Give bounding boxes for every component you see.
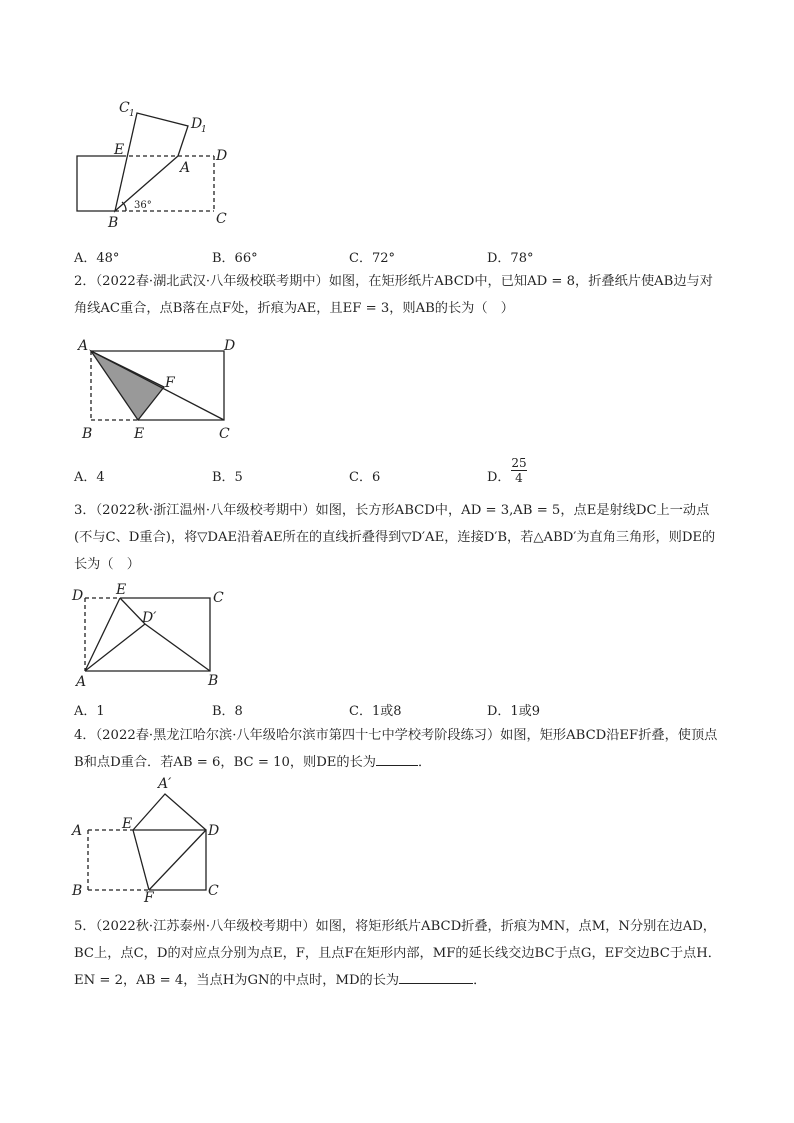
q2-label-e: E	[134, 426, 145, 442]
q4-label-f: F	[144, 890, 154, 904]
q3-option-b: B．8	[212, 704, 243, 719]
q4-label-c: C	[208, 883, 219, 899]
q4-answer-blank[interactable]	[376, 751, 418, 766]
q2-option-d-fraction: $\frac{25}{4}$	[511, 456, 527, 485]
q5-text: 5．（2022秋·江苏泰州·八年级校考期中）如图，将矩形纸片ABCD折叠，折痕为MN，点M，N分别在边AD，BC上，点C，D的对应点分别为点E，F，且点F在矩形内部，MF的延长线交边BC于点G，EF交边BC于点H．EN = 2，AB = 4，当点H为GN的中点时，MD的长为 ．	[74, 919, 721, 988]
q4-line-ef	[133, 830, 149, 890]
q1-left-rect	[77, 156, 122, 211]
svg-text:1: 1	[129, 109, 135, 119]
q1-folded-part	[115, 113, 191, 211]
q4-label-a: A	[72, 823, 83, 839]
q4-figure	[70, 776, 230, 904]
q1-option-b: B．66°	[212, 251, 258, 266]
q2-label-b: B	[82, 426, 93, 442]
q3-label-dp: D′	[142, 610, 157, 626]
q1-option-a: A．48°	[74, 251, 120, 266]
q2-option-b: B．5	[212, 470, 243, 485]
q4-folded-part	[133, 794, 206, 830]
q4-line-fd	[149, 830, 206, 890]
q2-option-c: C．6	[349, 470, 381, 485]
q3-label-a: A	[76, 674, 87, 688]
q1-label-c1: C	[119, 100, 130, 116]
q3-label-e: E	[116, 582, 127, 598]
q3-option-a: A．1	[74, 704, 105, 719]
q3-line-db	[145, 624, 210, 671]
q1-angle-arc	[122, 202, 126, 211]
q1-label-d1: D	[191, 116, 203, 132]
q3-label-c: C	[213, 590, 224, 606]
q4-label-d: D	[208, 823, 220, 839]
q3-label-d: D	[72, 588, 84, 604]
q4-label-e: E	[122, 816, 133, 832]
q1-option-c: C．72°	[349, 251, 395, 266]
q4-label-b: B	[72, 883, 83, 899]
q3-label-b: B	[208, 673, 219, 688]
q2-label-c: C	[219, 426, 230, 442]
q2-text: 2．（2022春·湖北武汉·八年级校联考期中）如图，在矩形纸片ABCD中，已知AD = 8，折叠纸片使AB边与对角线AC重合，点B落在点F处，折痕为AE，且EF = 3，则AB的长为（ ）	[74, 274, 713, 316]
q3-line-ae	[85, 598, 120, 671]
svg-text:1: 1	[201, 125, 207, 135]
q2-label-f: F	[165, 375, 175, 391]
q1-label-angle: 36°	[134, 200, 152, 211]
q2-label-d: D	[224, 338, 236, 354]
q4-label-ap: A′	[158, 776, 172, 792]
q5-answer-blank[interactable]	[399, 969, 473, 984]
q1-label-d: D	[216, 148, 228, 164]
q3-text: 3．（2022秋·浙江温州·八年级校考期中）如图，长方形ABCD中，AD = 3,AB = 5，点E是射线DC上一动点(不与C、D重合)，将▽DAE沿着AE所在的直线折叠得到▽D′AE，连接D′B，若△ABD′为直角三角形，则DE的长为（ ）	[74, 503, 716, 572]
q2-label-a: A	[78, 338, 89, 354]
q1-option-d: D．78°	[487, 251, 534, 266]
q3-option-c: C．1或8	[349, 704, 402, 719]
q2-option-d: D．	[487, 470, 511, 485]
q1-figure	[70, 96, 250, 236]
q3-figure	[70, 580, 240, 688]
q4-rect-right	[133, 830, 206, 890]
q1-label-b: B	[108, 215, 119, 231]
q2-shaded-triangle	[91, 351, 164, 420]
q3-option-d: D．1或9	[487, 704, 540, 719]
q4-text: 4．（2022春·黑龙江哈尔滨·八年级哈尔滨市第四十七中学校考阶段练习）如图，矩形ABCD沿EF折叠，使顶点B和点D重合．若AB = 6，BC = 10，则DE的长为 ．	[74, 728, 718, 770]
q1-label-e: E	[114, 142, 125, 158]
q3-rect	[85, 598, 210, 671]
q1-label-a: A	[180, 160, 191, 176]
q2-diagonal-ac	[91, 351, 224, 420]
q3-line-ad	[85, 624, 145, 671]
q2-option-a: A．4	[74, 470, 105, 485]
q2-figure	[76, 336, 246, 446]
q1-label-c: C	[216, 211, 227, 227]
